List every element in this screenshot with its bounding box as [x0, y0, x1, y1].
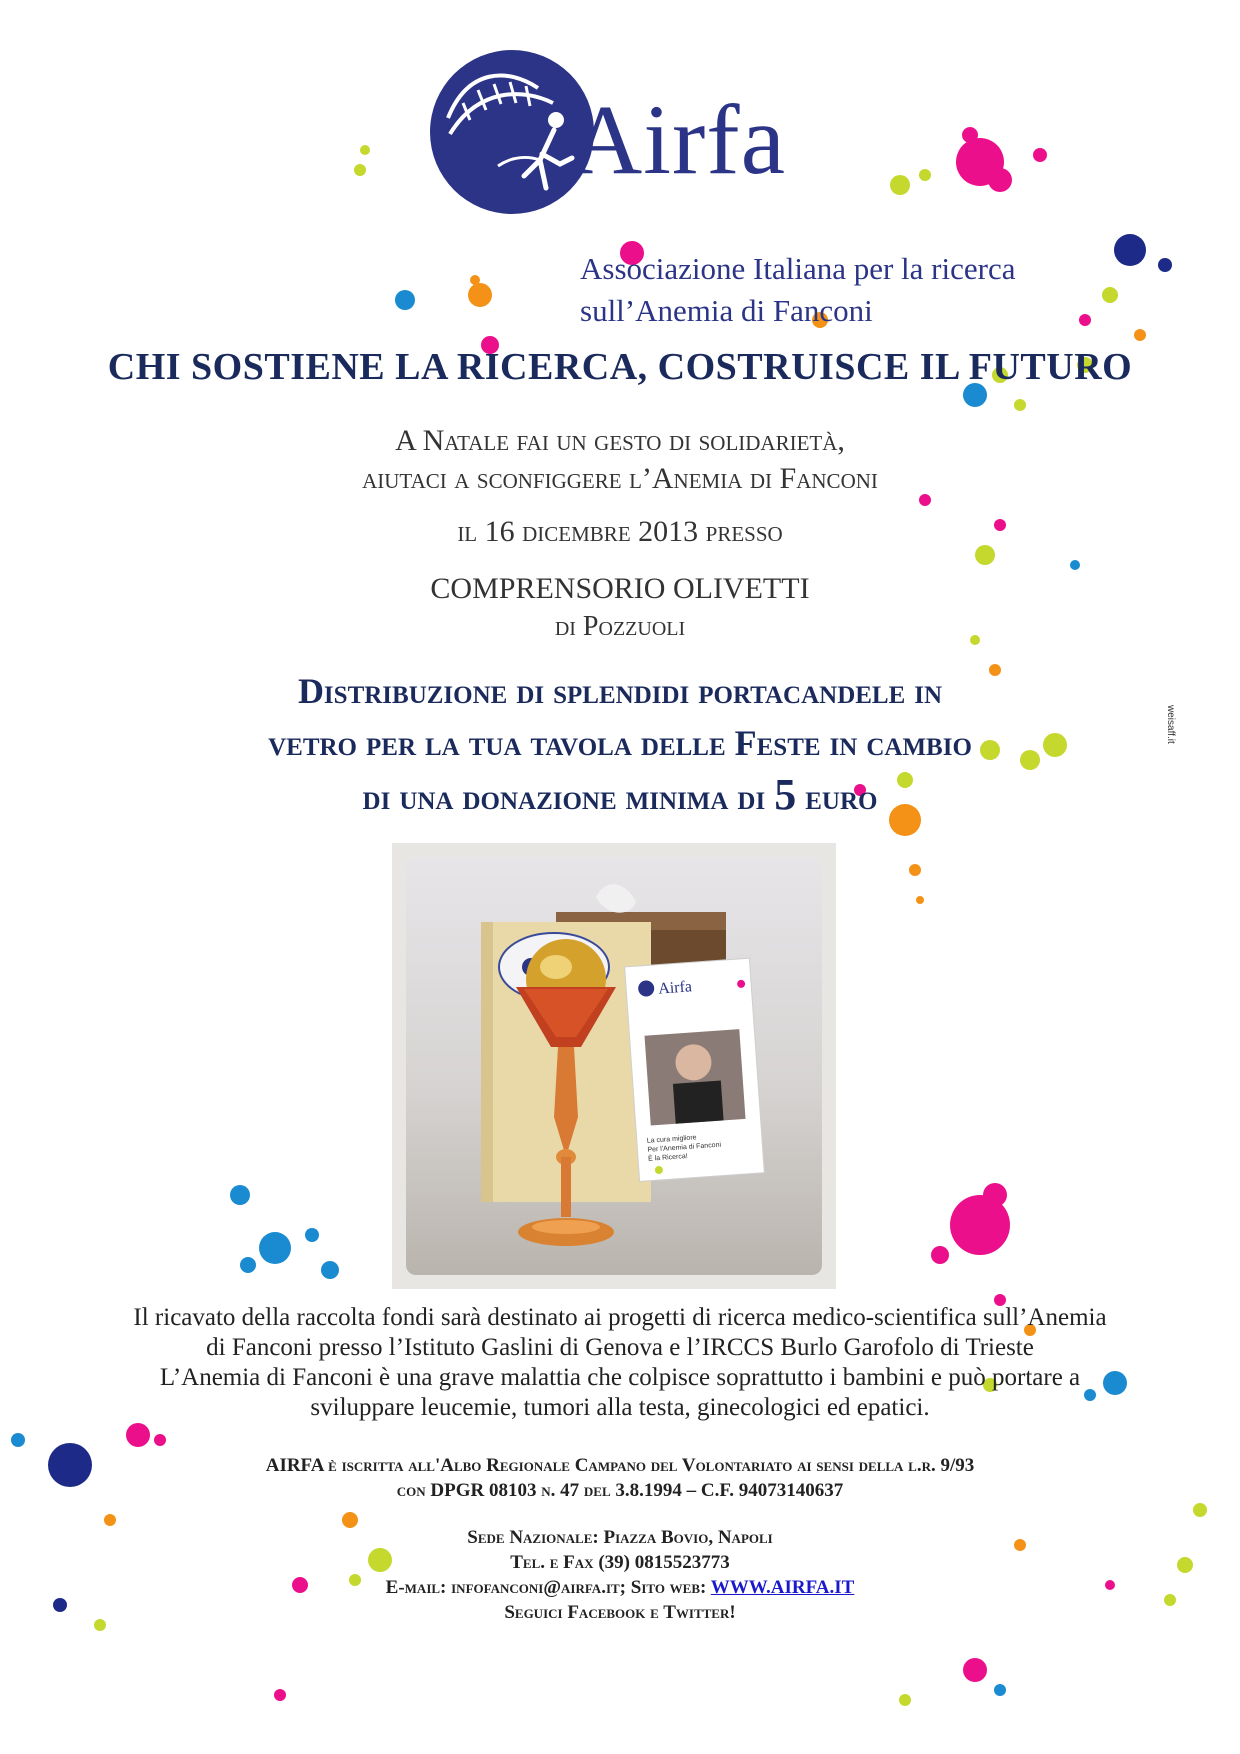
side-watermark: weisaff.it	[1165, 705, 1176, 744]
headquarters: Sede Nazionale: Piazza Bovio, Napoli	[467, 1527, 773, 1548]
paint-dot	[919, 169, 931, 181]
paint-dot	[126, 1423, 150, 1447]
headline: CHI SOSTIENE LA RICERCA, COSTRUISCE IL FUTURO	[107, 346, 1133, 388]
distribution-line3-post: euro	[796, 777, 878, 817]
paint-dot	[994, 1684, 1006, 1696]
paint-dot	[1014, 399, 1026, 411]
paint-dot	[983, 1183, 1007, 1207]
distribution-line2: vetro per la tua tavola delle Feste in cambio	[268, 723, 972, 763]
product-photo	[392, 843, 836, 1289]
description-line1: Il ricavato della raccolta fondi sarà destinato ai progetti di ricerca medico-scientifica sull’Anemia	[133, 1304, 1107, 1331]
paint-dot	[230, 1185, 250, 1205]
registration-line1: AIRFA è iscritta all'Albo Regionale Campano del Volontariato ai sensi della l.r. 9/93	[265, 1455, 975, 1476]
event-place-line2: di Pozzuoli	[554, 611, 686, 642]
product-photo-scene	[406, 857, 822, 1275]
event-place	[0, 570, 1240, 646]
paint-dot	[240, 1257, 256, 1273]
paint-dot	[963, 1658, 987, 1682]
distribution-line3-pre: di una donazione minima di	[362, 777, 775, 817]
paint-dot	[899, 1694, 911, 1706]
subtitle-line2: aiutaci a sconfiggere l’Anemia di Fanconi	[362, 462, 878, 495]
description-line3: L’Anemia di Fanconi è una grave malattia che colpisce soprattutto i bambini e può portare a	[159, 1364, 1081, 1391]
paint-dot	[1033, 148, 1047, 162]
paint-dot	[890, 175, 910, 195]
brochure-caption-1: La cura migliore	[646, 1134, 697, 1145]
distribution-line1: Distribuzione di splendidi portacandele in	[297, 671, 943, 711]
distribution-text	[0, 665, 1240, 823]
brochure-caption-3: È la Ricerca!	[647, 1153, 688, 1163]
description	[0, 1303, 1240, 1423]
paint-dot	[1079, 314, 1091, 326]
paint-dot	[1102, 287, 1118, 303]
brochure-caption-2: Per l'Anemia di Fanconi	[647, 1141, 722, 1154]
description-line4: sviluppare leucemie, tumori alla testa, ginecologici ed epatici.	[310, 1394, 930, 1421]
website-link[interactable]: WWW.AIRFA.IT	[710, 1577, 855, 1598]
paint-dot	[1070, 560, 1080, 570]
paint-dot	[321, 1261, 339, 1279]
event-place-line1: COMPRENSORIO OLIVETTI	[430, 572, 810, 605]
candle-holder-illustration	[406, 857, 822, 1275]
paint-dot	[11, 1433, 25, 1447]
paint-dot	[931, 1246, 949, 1264]
association-name-line1: Associazione Italiana per la ricerca	[580, 251, 1016, 286]
description-line2: di Fanconi presso l’Istituto Gaslini di Genova e l’IRCCS Burlo Garofolo di Trieste	[206, 1334, 1034, 1361]
paint-dot	[1193, 1503, 1207, 1517]
paint-dot	[1134, 329, 1146, 341]
paint-dot	[909, 864, 921, 876]
contact-info	[0, 1525, 1240, 1625]
paint-dot	[1114, 234, 1146, 266]
association-name	[580, 248, 1015, 332]
paint-dot	[395, 290, 415, 310]
subtitle	[0, 422, 1240, 498]
paint-dot	[916, 896, 924, 904]
subtitle-line1: A Natale fai un gesto di solidarietà,	[395, 424, 845, 457]
paint-dot	[360, 145, 370, 155]
paint-dot	[305, 1228, 319, 1242]
paint-dot	[1158, 258, 1172, 272]
paint-dot	[962, 127, 978, 143]
paint-dot	[259, 1232, 291, 1264]
paint-dot	[470, 275, 480, 285]
email-text: E-mail: infofanconi@airfa.it; Sito web:	[385, 1577, 711, 1598]
registration-info	[0, 1453, 1240, 1503]
paint-dot	[154, 1434, 166, 1446]
donation-amount: 5	[774, 770, 797, 819]
association-name-line2: sull’Anemia di Fanconi	[580, 293, 873, 328]
logo-wordmark: Airfa	[570, 84, 786, 195]
social-line: Seguici Facebook e Twitter!	[504, 1602, 736, 1623]
brochure-label: Airfa	[657, 978, 693, 998]
paint-dot	[468, 283, 492, 307]
event-date: il 16 dicembre 2013 presso	[457, 515, 783, 548]
phone-fax: Tel. e Fax (39) 0815523773	[510, 1552, 730, 1573]
paint-dot	[354, 164, 366, 176]
registration-line2: con DPGR 08103 n. 47 del 3.8.1994 – C.F. 94073140637	[396, 1480, 844, 1501]
email-website-line	[0, 1575, 1240, 1600]
paint-dot	[988, 168, 1012, 192]
distribution-line3	[0, 769, 1240, 823]
paint-dot	[274, 1689, 286, 1701]
